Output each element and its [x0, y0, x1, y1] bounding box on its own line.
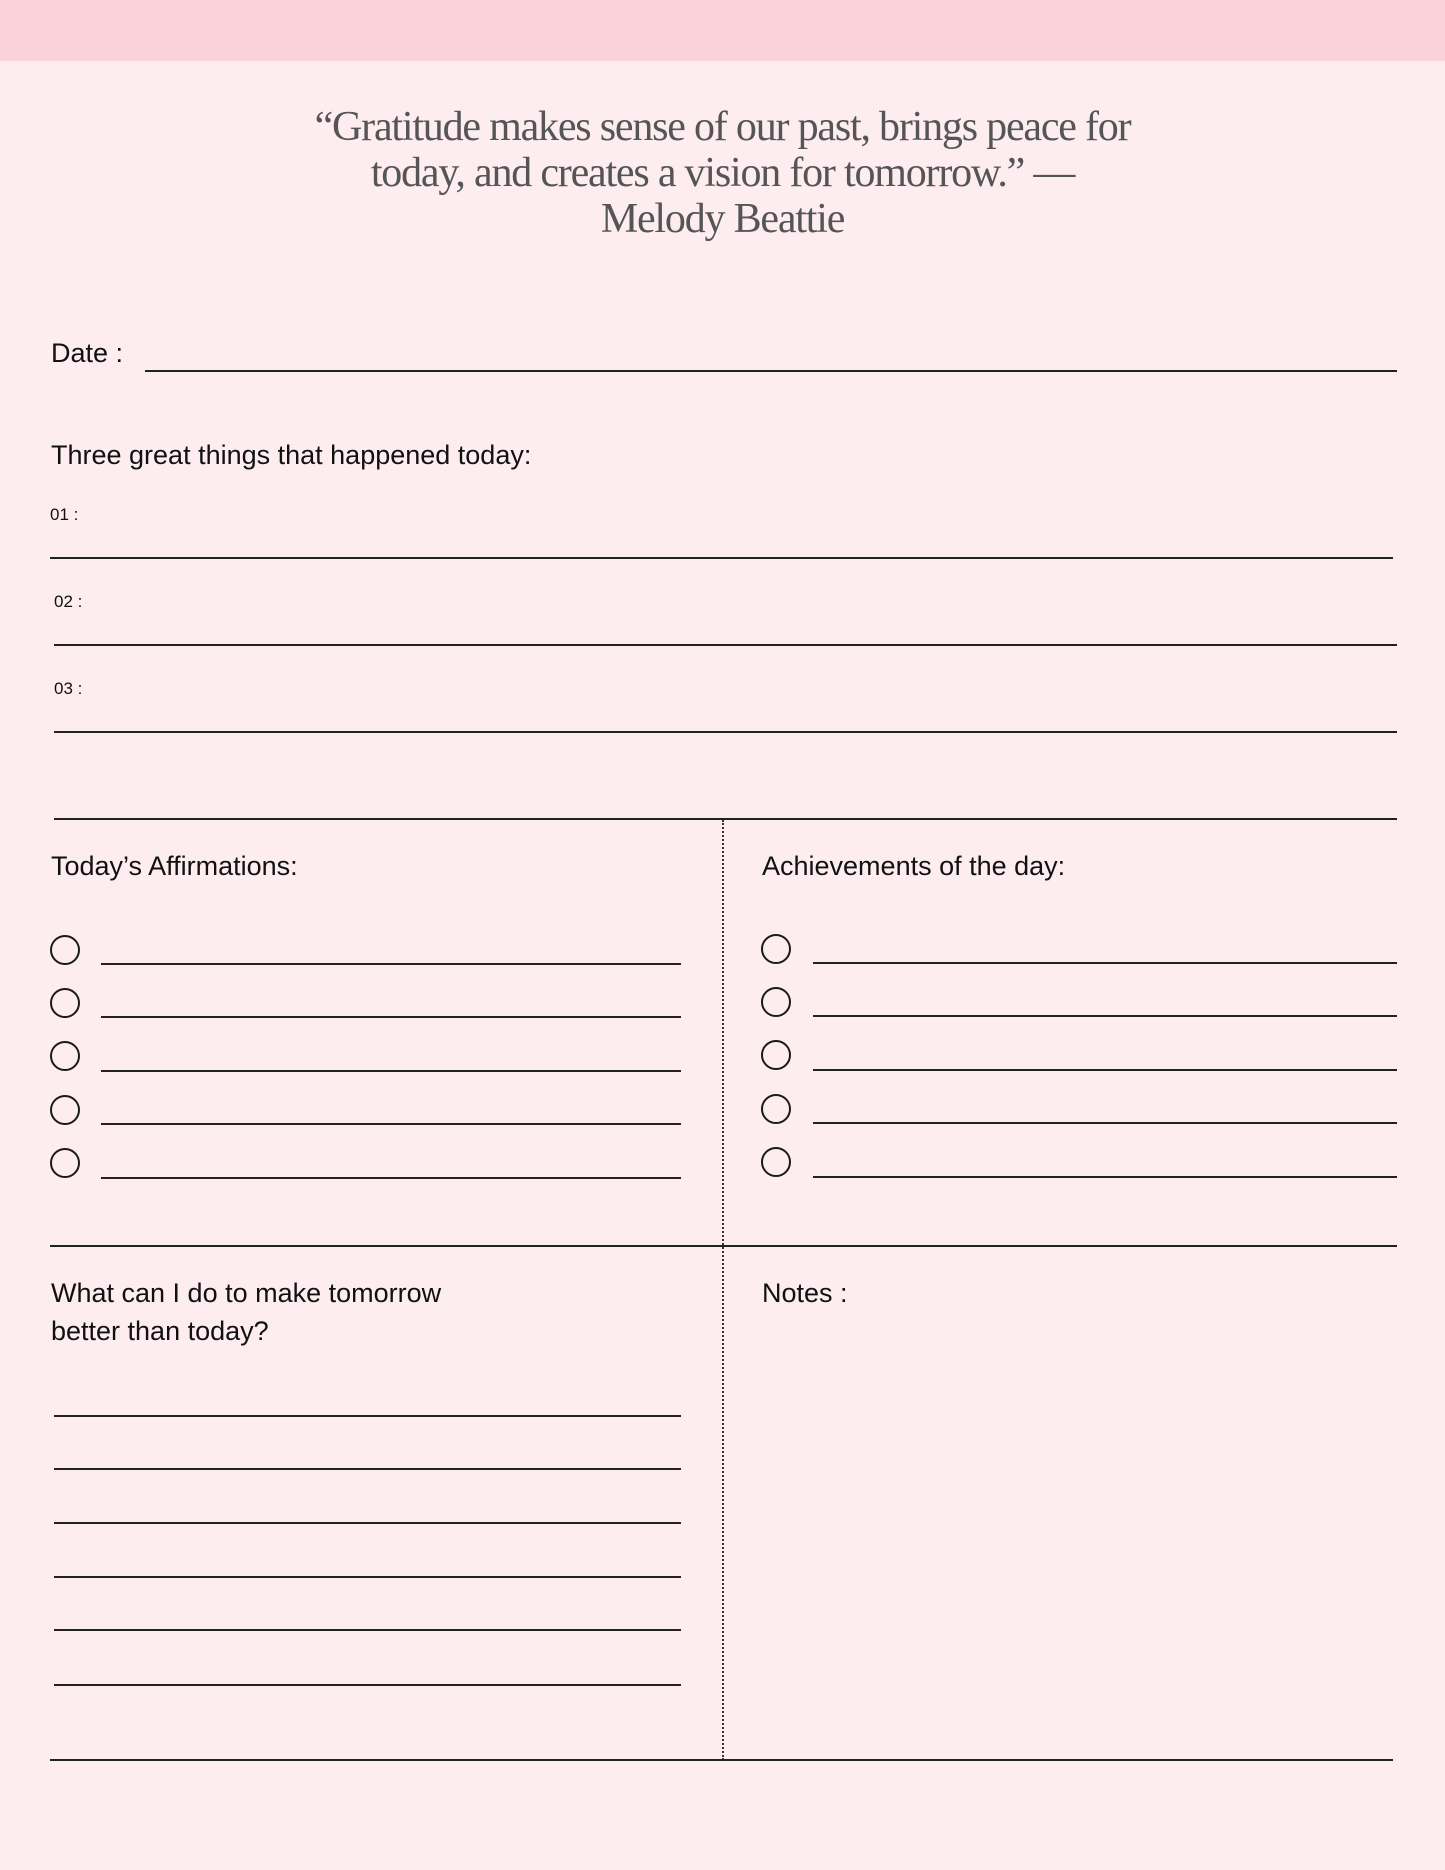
- date-line: [145, 370, 1397, 372]
- achievement-field-3[interactable]: [813, 1042, 1401, 1070]
- item-02-label: 02 :: [54, 592, 83, 611]
- quote: [0, 104, 1445, 242]
- date-field[interactable]: [145, 336, 1401, 370]
- achievement-field-5[interactable]: [813, 1149, 1401, 1177]
- item-03-field[interactable]: [54, 702, 1401, 732]
- affirmation-checkbox-5[interactable]: [50, 1148, 80, 1178]
- three-things-heading: Three great things that happened today:: [51, 440, 532, 470]
- header-band: [0, 0, 1445, 61]
- affirmations-heading: Today’s Affirmations:: [51, 851, 298, 881]
- affirmation-checkbox-1[interactable]: [50, 935, 80, 965]
- affirmation-field-4[interactable]: [101, 1096, 685, 1124]
- tomorrow-heading-line-1: What can I do to make tomorrow: [51, 1278, 442, 1308]
- achievement-checkbox-2[interactable]: [761, 987, 791, 1017]
- achievement-checkbox-5[interactable]: [761, 1147, 791, 1177]
- notes-label: Notes :: [762, 1278, 848, 1308]
- item-02-field[interactable]: [54, 615, 1401, 645]
- tomorrow-field-3[interactable]: [54, 1493, 685, 1523]
- date-label: Date :: [51, 338, 124, 368]
- notes-field[interactable]: [762, 1320, 1396, 1744]
- item-03-label: 03 :: [54, 679, 83, 698]
- tomorrow-heading-line-2: better than today?: [51, 1316, 269, 1346]
- item-01-field[interactable]: [50, 528, 1397, 558]
- tomorrow-field-6[interactable]: [54, 1655, 685, 1685]
- achievements-heading: Achievements of the day:: [762, 851, 1066, 881]
- tomorrow-field-2[interactable]: [54, 1439, 685, 1469]
- achievement-checkbox-1[interactable]: [761, 934, 791, 964]
- affirmation-checkbox-2[interactable]: [50, 988, 80, 1018]
- quote-line-1: “Gratitude makes sense of our past, brings peace for: [314, 104, 1131, 150]
- section-divider-middle: [50, 1245, 1397, 1247]
- tomorrow-field-1[interactable]: [54, 1386, 685, 1416]
- achievement-checkbox-3[interactable]: [761, 1040, 791, 1070]
- item-01-label: 01 :: [50, 505, 79, 524]
- quote-line-2: today, and creates a vision for tomorrow.” —: [370, 150, 1075, 196]
- achievement-checkbox-4[interactable]: [761, 1094, 791, 1124]
- affirmation-checkbox-4[interactable]: [50, 1095, 80, 1125]
- tomorrow-field-4[interactable]: [54, 1547, 685, 1577]
- affirmation-field-3[interactable]: [101, 1043, 685, 1071]
- affirmation-field-1[interactable]: [101, 936, 685, 964]
- tomorrow-field-5[interactable]: [54, 1600, 685, 1630]
- affirmation-field-2[interactable]: [101, 989, 685, 1017]
- achievement-field-1[interactable]: [813, 935, 1401, 963]
- quote-author: Melody Beattie: [600, 196, 845, 242]
- achievement-field-4[interactable]: [813, 1095, 1401, 1123]
- affirmation-checkbox-3[interactable]: [50, 1041, 80, 1071]
- section-divider-bottom: [50, 1759, 1393, 1761]
- affirmation-field-5[interactable]: [101, 1150, 685, 1178]
- achievement-field-2[interactable]: [813, 988, 1401, 1016]
- column-divider: [722, 820, 724, 1760]
- section-divider-top: [54, 818, 1397, 820]
